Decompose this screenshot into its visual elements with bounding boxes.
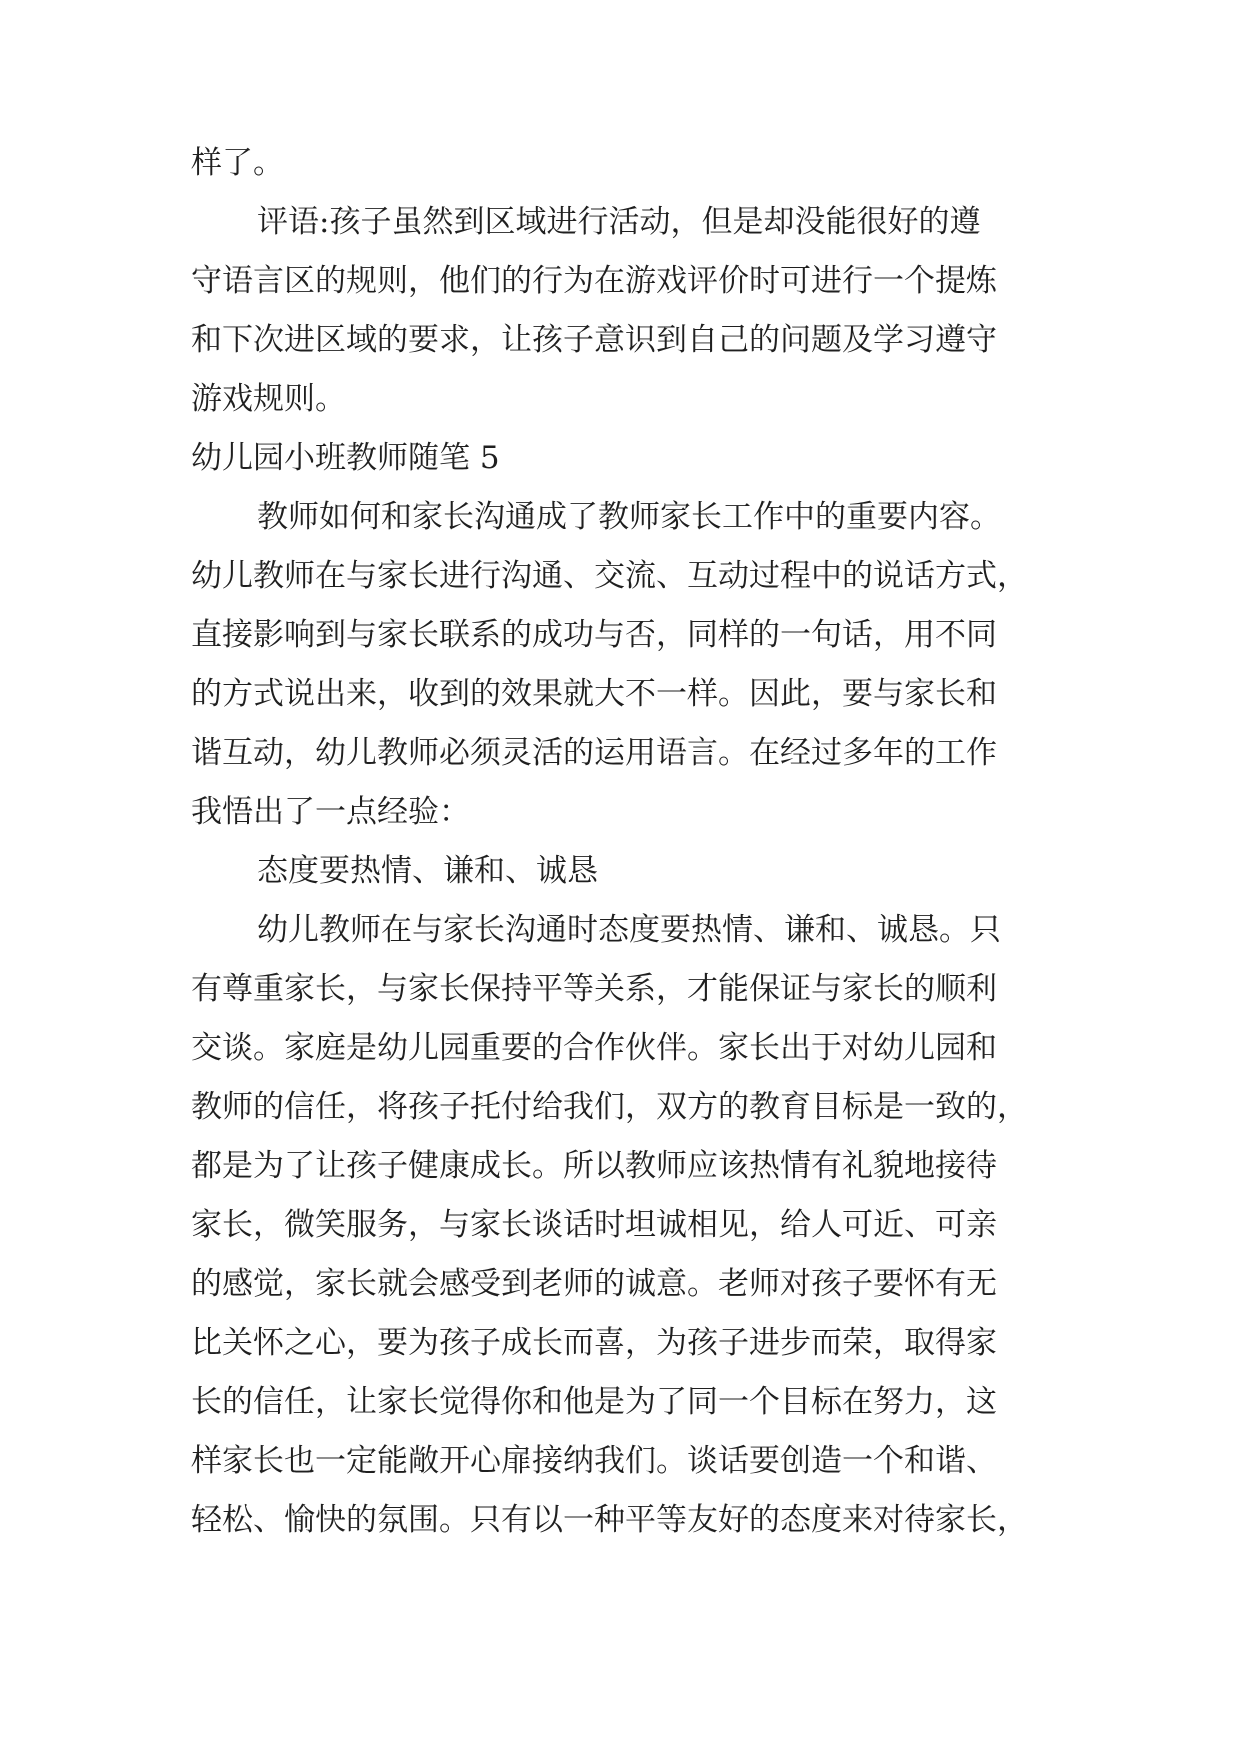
- text-line: 幼儿教师在与家长进行沟通、交流、互动过程中的说话方式，: [191, 558, 1028, 594]
- text-line: 的方式说出来，收到的效果就大不一样。因此，要与家长和: [191, 676, 997, 712]
- text-line: 守语言区的规则，他们的行为在游戏评价时可进行一个提炼: [191, 263, 997, 299]
- text-line: 幼儿教师在与家长沟通时态度要热情、谦和、诚恳。只: [257, 912, 1001, 948]
- text-line: 直接影响到与家长联系的成功与否，同样的一句话，用不同: [191, 617, 997, 653]
- text-line: 教师的信任，将孩子托付给我们，双方的教育目标是一致的，: [191, 1089, 1028, 1125]
- text-line: 谐互动，幼儿教师必须灵活的运用语言。在经过多年的工作: [191, 735, 997, 771]
- text-line: 的感觉，家长就会感受到老师的诚意。老师对孩子要怀有无: [191, 1266, 997, 1302]
- subheading: 态度要热情、谦和、诚恳: [257, 853, 598, 889]
- text-line: 我悟出了一点经验：: [191, 794, 470, 830]
- text-line: 有尊重家长，与家长保持平等关系，才能保证与家长的顺利: [191, 971, 997, 1007]
- text-line: 都是为了让孩子健康成长。所以教师应该热情有礼貌地接待: [191, 1148, 997, 1184]
- section-heading: 幼儿园小班教师随笔 5: [191, 440, 500, 476]
- text-line: 交谈。家庭是幼儿园重要的合作伙伴。家长出于对幼儿园和: [191, 1030, 997, 1066]
- text-line: 教师如何和家长沟通成了教师家长工作中的重要内容。: [257, 499, 1001, 535]
- text-line: 样家长也一定能敞开心扉接纳我们。谈话要创造一个和谐、: [191, 1443, 997, 1479]
- text-line: 轻松、愉快的氛围。只有以一种平等友好的态度来对待家长，: [191, 1502, 1028, 1538]
- text-line: 比关怀之心，要为孩子成长而喜，为孩子进步而荣，取得家: [191, 1325, 997, 1361]
- text-line: 和下次进区域的要求，让孩子意识到自己的问题及学习遵守: [191, 322, 997, 358]
- text-line: 评语:孩子虽然到区域进行活动，但是却没能很好的遵: [257, 204, 981, 240]
- text-line: 家长，微笑服务，与家长谈话时坦诚相见，给人可近、可亲: [191, 1207, 997, 1243]
- text-line: 长的信任，让家长觉得你和他是为了同一个目标在努力，这: [191, 1384, 997, 1420]
- text-line: 样了。: [191, 145, 284, 181]
- text-line: 游戏规则。: [191, 381, 346, 417]
